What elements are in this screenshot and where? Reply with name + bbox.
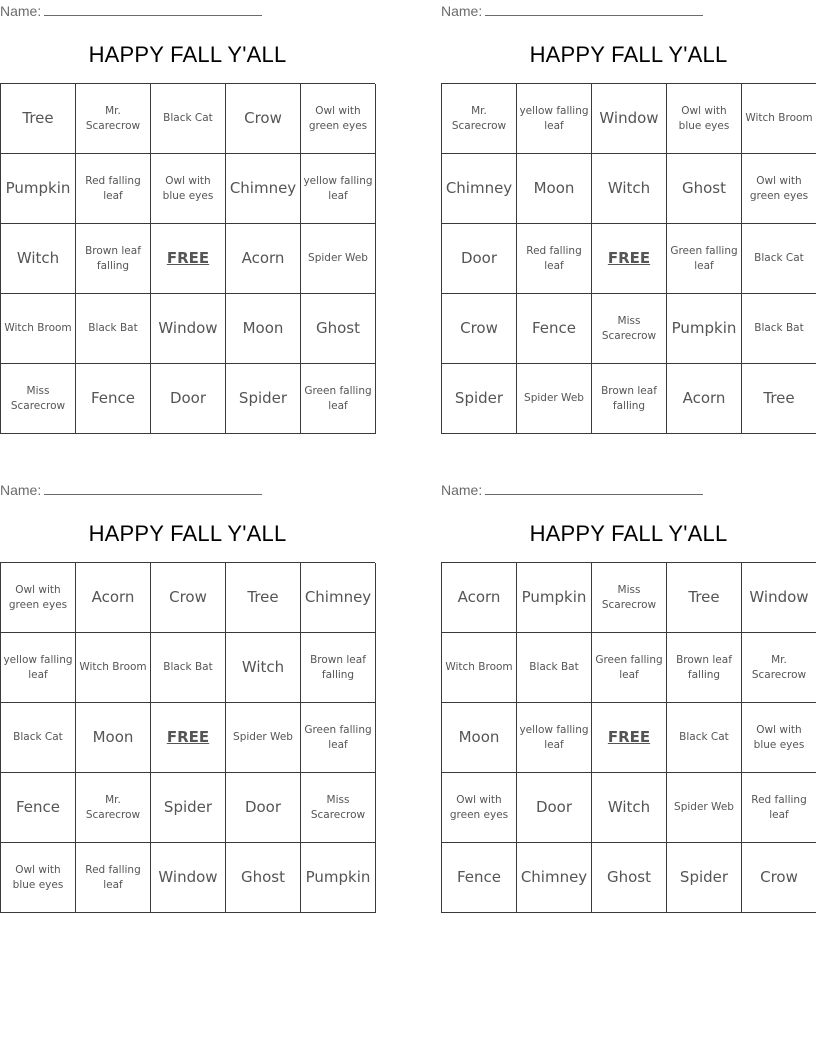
bingo-cell[interactable]: Spider xyxy=(442,364,517,434)
bingo-cell[interactable]: Crow xyxy=(226,84,301,154)
bingo-cell[interactable]: Brown leaf falling xyxy=(667,633,742,703)
bingo-cell[interactable]: Pumpkin xyxy=(301,843,376,913)
bingo-cell[interactable]: Red falling leaf xyxy=(742,773,816,843)
bingo-cell[interactable]: Fence xyxy=(442,843,517,913)
card-title: HAPPY FALL Y'ALL xyxy=(529,521,728,546)
bingo-cell[interactable]: Pumpkin xyxy=(667,294,742,364)
bingo-cell[interactable]: Miss Scarecrow xyxy=(1,364,76,434)
name-blank-line[interactable] xyxy=(485,2,703,16)
bingo-cell[interactable]: Brown leaf falling xyxy=(301,633,376,703)
bingo-cell[interactable]: Tree xyxy=(226,563,301,633)
bingo-cell[interactable]: Owl with green eyes xyxy=(1,563,76,633)
bingo-cell[interactable]: Black Bat xyxy=(76,294,151,364)
bingo-cell[interactable]: Pumpkin xyxy=(1,154,76,224)
bingo-cell[interactable]: Door xyxy=(151,364,226,434)
bingo-cell[interactable]: Green falling leaf xyxy=(592,633,667,703)
name-blank-line[interactable] xyxy=(44,481,262,495)
bingo-cell[interactable]: Mr. Scarecrow xyxy=(76,773,151,843)
name-field xyxy=(441,2,703,19)
bingo-card-4 xyxy=(441,479,816,919)
free-space-cell[interactable]: FREE xyxy=(151,703,226,773)
bingo-cell[interactable]: Mr. Scarecrow xyxy=(442,84,517,154)
bingo-cell[interactable]: Ghost xyxy=(592,843,667,913)
card-title: HAPPY FALL Y'ALL xyxy=(88,521,287,546)
bingo-cell[interactable]: Ghost xyxy=(667,154,742,224)
bingo-cell[interactable]: Black Cat xyxy=(151,84,226,154)
bingo-grid xyxy=(0,83,375,434)
bingo-cell[interactable]: Spider xyxy=(667,843,742,913)
bingo-card-2 xyxy=(441,0,816,440)
bingo-cell[interactable]: Ghost xyxy=(226,843,301,913)
bingo-cell[interactable]: Witch xyxy=(226,633,301,703)
free-space-cell[interactable]: FREE xyxy=(592,703,667,773)
bingo-cell[interactable]: Fence xyxy=(76,364,151,434)
bingo-cell[interactable]: Spider Web xyxy=(226,703,301,773)
name-field xyxy=(441,481,703,498)
bingo-cell[interactable]: Black Bat xyxy=(742,294,816,364)
bingo-cell[interactable]: Tree xyxy=(1,84,76,154)
bingo-cell[interactable]: Door xyxy=(517,773,592,843)
bingo-cell[interactable]: Window xyxy=(592,84,667,154)
bingo-cell[interactable]: Brown leaf falling xyxy=(76,224,151,294)
bingo-cell[interactable]: Tree xyxy=(742,364,816,434)
bingo-cell[interactable]: Green falling leaf xyxy=(301,364,376,434)
bingo-cell[interactable]: Mr. Scarecrow xyxy=(76,84,151,154)
bingo-cell[interactable]: Red falling leaf xyxy=(76,154,151,224)
bingo-cell[interactable]: Black Bat xyxy=(517,633,592,703)
bingo-cell[interactable]: Crow xyxy=(442,294,517,364)
bingo-cell[interactable]: Acorn xyxy=(667,364,742,434)
bingo-grid xyxy=(441,562,816,913)
bingo-cell[interactable]: Spider Web xyxy=(517,364,592,434)
bingo-cell[interactable]: yellow falling leaf xyxy=(1,633,76,703)
bingo-cell[interactable]: Black Cat xyxy=(1,703,76,773)
bingo-cell[interactable]: Green falling leaf xyxy=(301,703,376,773)
bingo-cell[interactable]: Moon xyxy=(517,154,592,224)
bingo-cell[interactable]: Witch Broom xyxy=(1,294,76,364)
bingo-cell[interactable]: Pumpkin xyxy=(517,563,592,633)
bingo-cell[interactable]: Miss Scarecrow xyxy=(592,563,667,633)
name-label: Name: xyxy=(0,3,42,19)
bingo-cell[interactable]: Crow xyxy=(151,563,226,633)
bingo-cell[interactable]: Witch Broom xyxy=(442,633,517,703)
bingo-cell[interactable]: Witch Broom xyxy=(742,84,816,154)
name-blank-line[interactable] xyxy=(44,2,262,16)
bingo-cell[interactable]: Red falling leaf xyxy=(517,224,592,294)
name-label: Name: xyxy=(0,482,42,498)
bingo-cell[interactable]: Witch xyxy=(1,224,76,294)
bingo-cell[interactable]: Chimney xyxy=(517,843,592,913)
bingo-cell[interactable]: Moon xyxy=(76,703,151,773)
bingo-cell[interactable]: Witch xyxy=(592,773,667,843)
bingo-cell[interactable]: Crow xyxy=(742,843,816,913)
bingo-cell[interactable]: Chimney xyxy=(442,154,517,224)
bingo-cell[interactable]: Window xyxy=(151,294,226,364)
free-space-cell[interactable]: FREE xyxy=(592,224,667,294)
card-title: HAPPY FALL Y'ALL xyxy=(529,42,728,67)
bingo-cell[interactable]: Miss Scarecrow xyxy=(592,294,667,364)
bingo-cell[interactable]: Spider Web xyxy=(667,773,742,843)
bingo-cell[interactable]: Owl with blue eyes xyxy=(151,154,226,224)
bingo-cell[interactable]: Owl with green eyes xyxy=(742,154,816,224)
bingo-cell[interactable]: yellow falling leaf xyxy=(301,154,376,224)
bingo-cell[interactable]: Door xyxy=(226,773,301,843)
bingo-cell[interactable]: Black Bat xyxy=(151,633,226,703)
bingo-cell[interactable]: Acorn xyxy=(226,224,301,294)
bingo-cell[interactable]: Owl with blue eyes xyxy=(742,703,816,773)
bingo-cell[interactable]: Black Cat xyxy=(742,224,816,294)
bingo-cell[interactable]: yellow falling leaf xyxy=(517,84,592,154)
bingo-cell[interactable]: yellow falling leaf xyxy=(517,703,592,773)
bingo-cell[interactable]: Spider Web xyxy=(301,224,376,294)
bingo-cell[interactable]: Owl with blue eyes xyxy=(1,843,76,913)
bingo-cell[interactable]: Moon xyxy=(442,703,517,773)
bingo-cell[interactable]: Black Cat xyxy=(667,703,742,773)
name-blank-line[interactable] xyxy=(485,481,703,495)
bingo-card-1 xyxy=(0,0,375,440)
bingo-cell[interactable]: Owl with blue eyes xyxy=(667,84,742,154)
bingo-cell[interactable]: Window xyxy=(742,563,816,633)
bingo-cell[interactable]: Fence xyxy=(1,773,76,843)
name-label: Name: xyxy=(441,3,483,19)
free-space-cell[interactable]: FREE xyxy=(151,224,226,294)
bingo-cell[interactable]: Owl with green eyes xyxy=(301,84,376,154)
bingo-cell[interactable]: Brown leaf falling xyxy=(592,364,667,434)
bingo-card-3 xyxy=(0,479,375,919)
name-field xyxy=(0,2,262,19)
bingo-cell[interactable]: Moon xyxy=(226,294,301,364)
bingo-cell[interactable]: Green falling leaf xyxy=(667,224,742,294)
bingo-cell[interactable]: Fence xyxy=(517,294,592,364)
bingo-cell[interactable]: Window xyxy=(151,843,226,913)
bingo-cell[interactable]: Owl with green eyes xyxy=(442,773,517,843)
bingo-grid xyxy=(441,83,816,434)
bingo-cell[interactable]: Acorn xyxy=(76,563,151,633)
bingo-grid xyxy=(0,562,375,913)
bingo-cell[interactable]: Chimney xyxy=(301,563,376,633)
name-label: Name: xyxy=(441,482,483,498)
bingo-cell[interactable]: Tree xyxy=(667,563,742,633)
bingo-cell[interactable]: Spider xyxy=(226,364,301,434)
bingo-cell[interactable]: Chimney xyxy=(226,154,301,224)
bingo-cell[interactable]: Red falling leaf xyxy=(76,843,151,913)
bingo-cell[interactable]: Miss Scarecrow xyxy=(301,773,376,843)
bingo-cell[interactable]: Mr. Scarecrow xyxy=(742,633,816,703)
bingo-cell[interactable]: Acorn xyxy=(442,563,517,633)
card-title: HAPPY FALL Y'ALL xyxy=(88,42,287,67)
bingo-cell[interactable]: Ghost xyxy=(301,294,376,364)
bingo-cell[interactable]: Witch xyxy=(592,154,667,224)
bingo-cell[interactable]: Spider xyxy=(151,773,226,843)
name-field xyxy=(0,481,262,498)
bingo-cell[interactable]: Door xyxy=(442,224,517,294)
bingo-cell[interactable]: Witch Broom xyxy=(76,633,151,703)
